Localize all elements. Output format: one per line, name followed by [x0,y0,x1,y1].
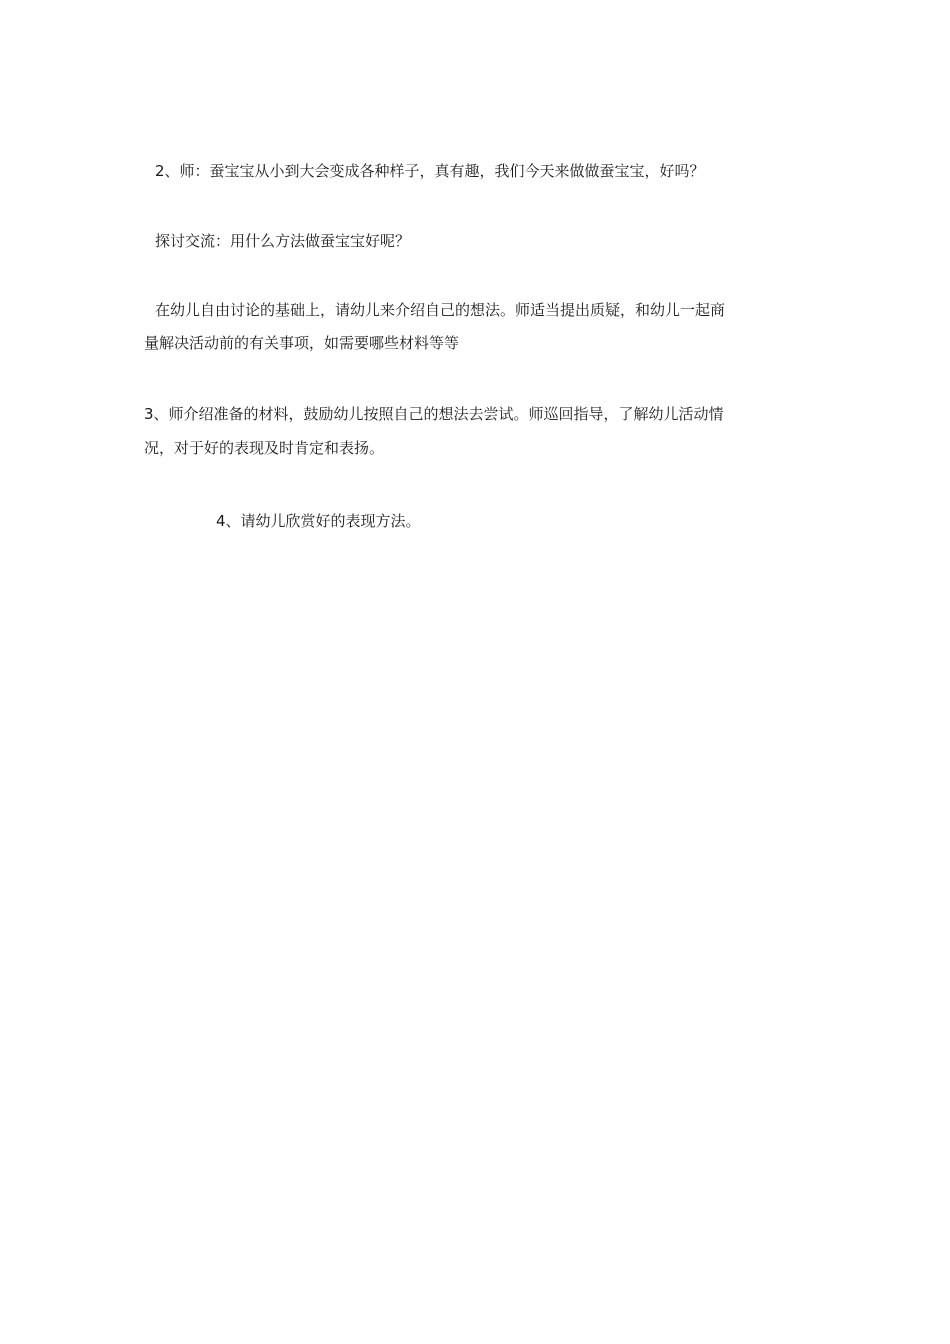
paragraph-step-4: 4、请幼儿欣赏好的表现方法。 [216,512,421,530]
paragraph-step-3-line-2: 况，对于好的表现及时肯定和表扬。 [144,439,385,457]
paragraph-step-3-line-1: 3、师介绍准备的材料，鼓励幼儿按照自己的想法去尝试。师巡回指导，了解幼儿活动情 [144,405,724,423]
paragraph-step-2: 2、师：蚕宝宝从小到大会变成各种样子，真有趣，我们今天来做做蚕宝宝，好吗？ [155,162,705,180]
paragraph-discussion: 探讨交流：用什么方法做蚕宝宝好呢？ [155,232,411,250]
paragraph-free-discussion-line-2: 量解决活动前的有关事项，如需要哪些材料等等 [144,334,460,352]
paragraph-free-discussion-line-1: 在幼儿自由讨论的基础上，请幼儿来介绍自己的想法。师适当提出质疑，和幼儿一起商 [155,301,726,319]
